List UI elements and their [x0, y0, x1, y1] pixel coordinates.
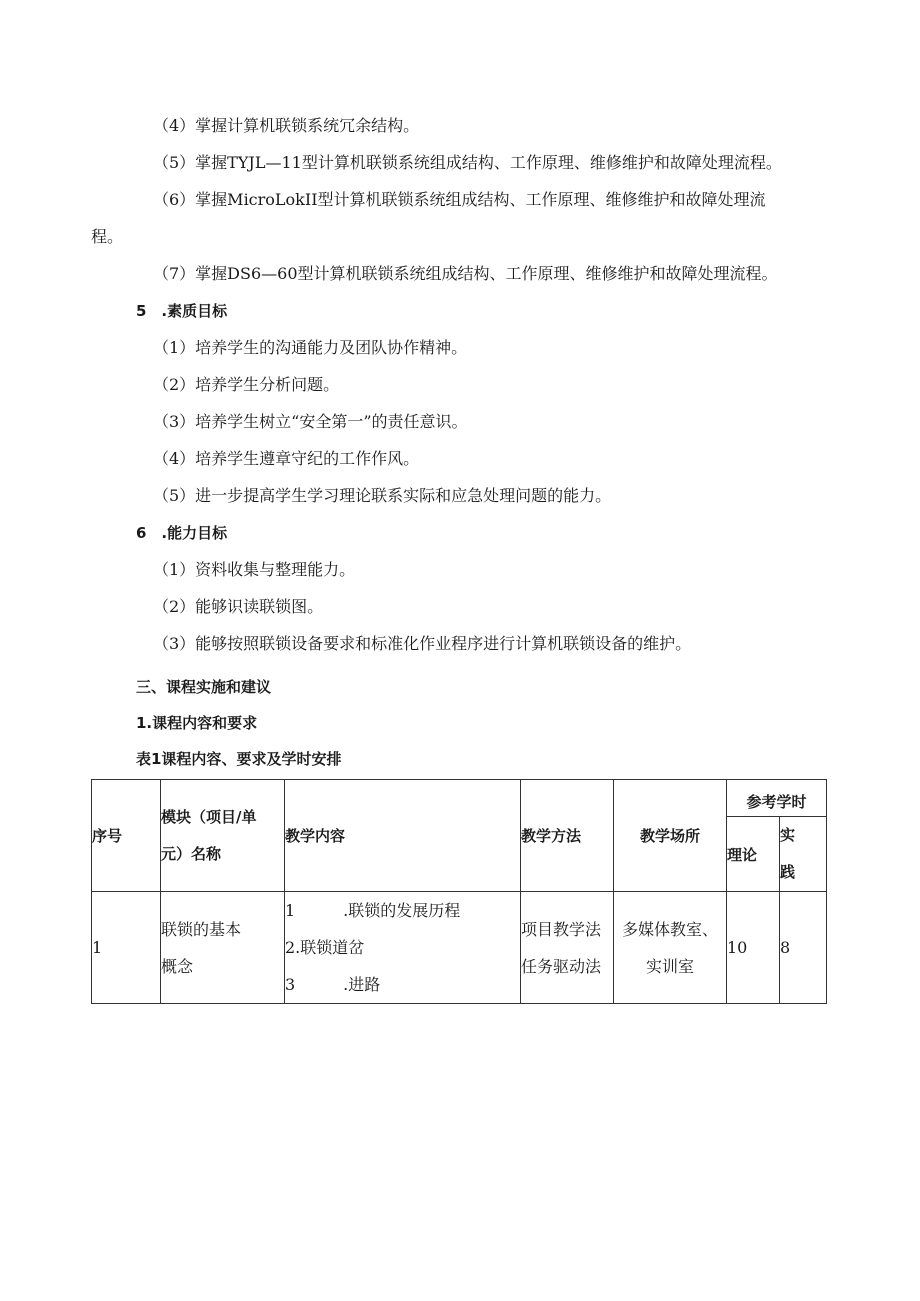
header-hours: 参考学时 [727, 780, 827, 817]
section-6-title: 6 .能力目标 [136, 524, 228, 542]
cell-content: 1 .联锁的发展历程 2.联锁道岔 3 .进路 [285, 892, 521, 1004]
heading-3: 三、课程实施和建议 [136, 678, 272, 696]
course-content-table [91, 779, 827, 1004]
section-6-item: （1）资料收集与整理能力。 [153, 560, 356, 579]
subheading-1: 1.课程内容和要求 [136, 714, 258, 732]
section-6-item: （3）能够按照联锁设备要求和标准化作业程序进行计算机联锁设备的维护。 [153, 634, 692, 653]
section-5-item: （1）培养学生的沟通能力及团队协作精神。 [153, 338, 468, 357]
header-practice: 实 践 [780, 817, 827, 892]
header-place: 教学场所 [614, 780, 727, 892]
section-5-item: （5）进一步提高学生学习理论联系实际和应急处理问题的能力。 [153, 486, 612, 505]
paragraph-6: （6）掌握MicroLokII型计算机联锁系统组成结构、工作原理、维修维护和故障处理流 [153, 190, 766, 209]
section-5-title: 5 .素质目标 [136, 302, 228, 320]
header-seq: 序号 [92, 780, 161, 892]
cell-method: 项目教学法 任务驱动法 [521, 892, 614, 1004]
paragraph-7: （7）掌握DS6—60型计算机联锁系统组成结构、工作原理、维修维护和故障处理流程。 [153, 264, 778, 283]
paragraph-5: （5）掌握TYJL—11型计算机联锁系统组成结构、工作原理、维修维护和故障处理流程。 [153, 153, 782, 172]
section-5-item: （2）培养学生分析问题。 [153, 375, 340, 394]
header-theory: 理论 [727, 817, 780, 892]
cell-practice: 8 [780, 892, 827, 1004]
header-method: 教学方法 [521, 780, 614, 892]
section-5-item: （3）培养学生树立“安全第一”的责任意识。 [153, 412, 468, 431]
header-content: 教学内容 [285, 780, 521, 892]
section-5-item: （4）培养学生遵章守纪的工作作风。 [153, 449, 420, 468]
table-row [92, 892, 827, 1004]
section-6-item: （2）能够识读联锁图。 [153, 597, 324, 616]
cell-theory: 10 [727, 892, 780, 1004]
cell-seq: 1 [92, 892, 161, 1004]
table-caption: 表1课程内容、要求及学时安排 [136, 750, 342, 768]
header-module: 模块（项目/单 元）名称 [161, 780, 285, 892]
cell-module: 联锁的基本 概念 [161, 892, 285, 1004]
cell-place: 多媒体教室、 实训室 [614, 892, 727, 1004]
paragraph-4: （4）掌握计算机联锁系统冗余结构。 [153, 116, 420, 135]
paragraph-6-cont: 程。 [91, 227, 124, 246]
